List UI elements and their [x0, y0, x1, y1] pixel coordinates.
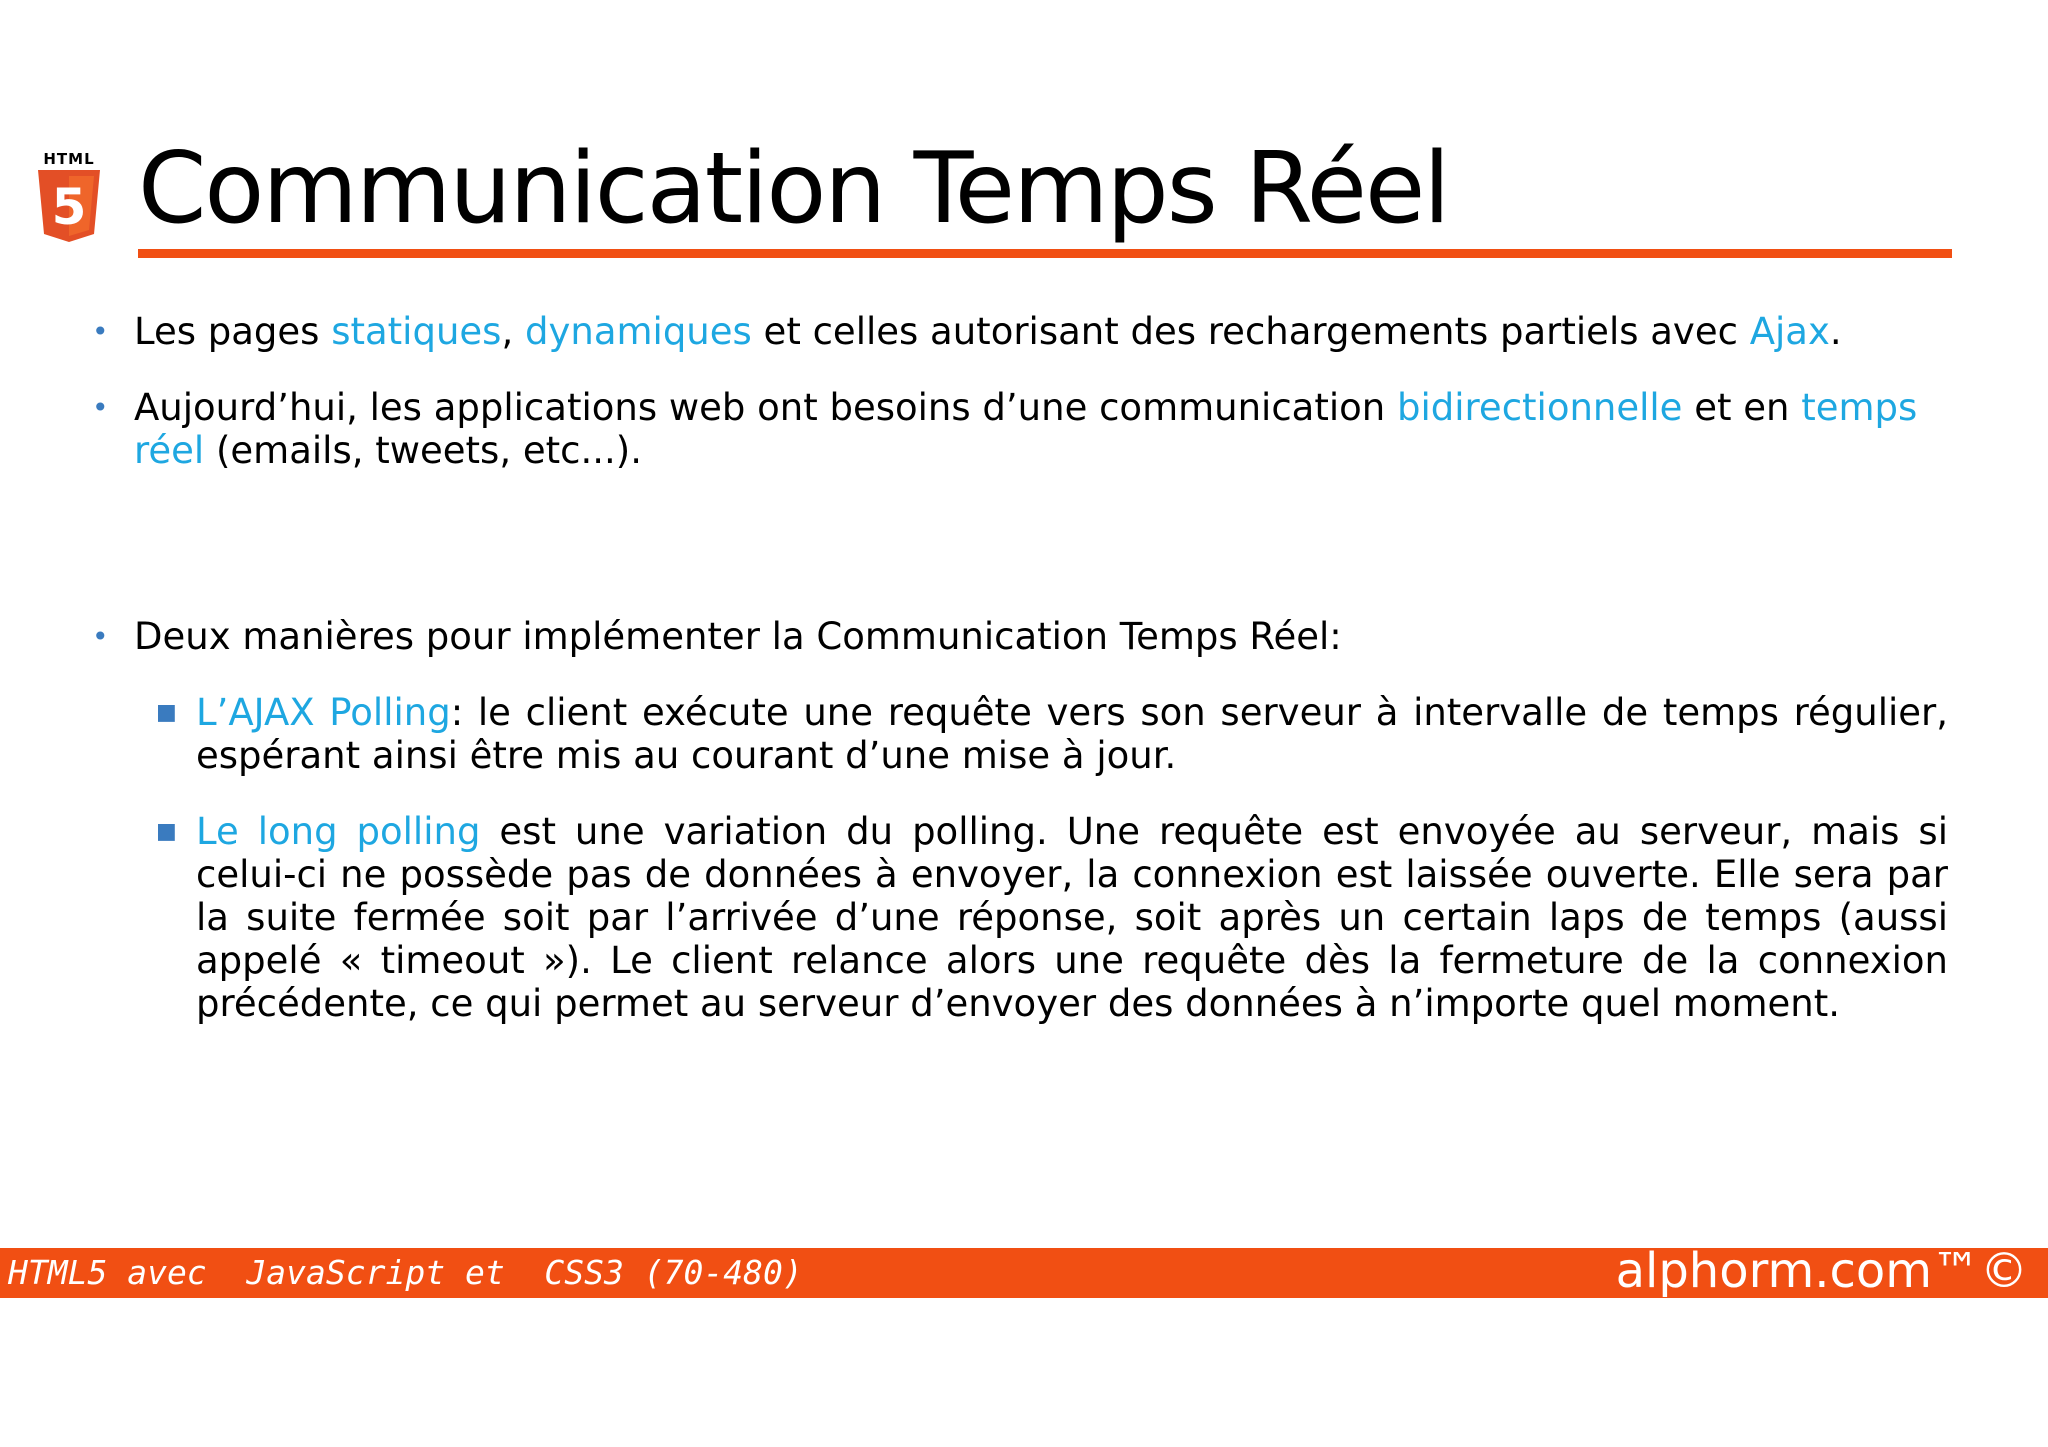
sub-bullet-ajax-polling — [156, 691, 1948, 777]
sub-bullet-long-polling — [156, 810, 1948, 1025]
text-segment: et celles autorisant des rechargements partiels avec — [751, 310, 1750, 353]
text-segment: . — [1829, 310, 1842, 353]
highlighted-term: Le long polling — [196, 810, 481, 853]
sub-bullet-text — [196, 691, 1948, 777]
text-segment: Deux manières pour implémenter la Communication Temps Réel: — [134, 615, 1342, 658]
html5-logo-number: 5 — [51, 178, 87, 236]
highlighted-term: Ajax — [1749, 310, 1830, 353]
text-segment: , — [501, 310, 525, 353]
bullet-two-methods — [92, 615, 1948, 658]
html5-shield-icon — [38, 170, 100, 242]
text-segment: Les pages — [134, 310, 332, 353]
text-segment: (emails, tweets, etc...). — [204, 429, 642, 472]
text-segment: est une variation du polling. Une requête est envoyée au serveur, mais si celui-ci ne possède pas de données à envoyer, la connexion est laissée ouverte. Elle sera par la suite fermée soit par l’arrivée d’une réponse, soit après un certain laps de temps (aussi appelé « timeout »). Le client relance alors une requête dès la fermeture de la connexion précédente, ce qui permet au serveur d’envoyer des données à n’importe quel moment. — [196, 810, 1948, 1025]
slide-content — [92, 310, 1948, 1058]
title-underline — [138, 249, 1952, 258]
bullet-text — [134, 310, 1842, 353]
highlighted-term: bidirectionnelle — [1397, 386, 1683, 429]
bullet-dot: • — [92, 391, 109, 424]
bullet-static-pages — [92, 310, 1948, 353]
sub-bullet-square: ■ — [156, 819, 177, 844]
spacer — [92, 505, 1948, 615]
html5-logo — [36, 150, 102, 246]
text-segment: Aujourd’hui, les applications web ont besoins d’une communication — [134, 386, 1397, 429]
footer-course-title: HTML5 avec JavaScript et CSS3 (70-480) — [8, 1253, 803, 1292]
bullet-text — [134, 386, 1917, 472]
highlighted-term: temps réel — [134, 386, 1918, 472]
footer-brand: alphorm.com™© — [1615, 1243, 2028, 1299]
footer-bar — [0, 1243, 2048, 1299]
text-segment: : le client exécute une requête vers son serveur à intervalle de temps régulier, espérant ainsi être mis au courant d’une mise à jour. — [196, 691, 1948, 777]
sub-bullet-square: ■ — [156, 700, 177, 725]
text-segment: et en — [1682, 386, 1802, 429]
bullet-dot: • — [92, 315, 109, 348]
bullet-text — [134, 615, 1342, 658]
highlighted-term: statiques — [331, 310, 502, 353]
bullet-realtime-need — [92, 386, 1948, 472]
slide-title: Communication Temps Réel — [138, 132, 1449, 246]
sub-bullet-text — [196, 810, 1948, 1025]
highlighted-term: L’AJAX Polling — [196, 691, 451, 734]
html5-logo-text: HTML — [43, 150, 95, 168]
bullet-dot: • — [92, 620, 109, 653]
highlighted-term: dynamiques — [524, 310, 752, 353]
